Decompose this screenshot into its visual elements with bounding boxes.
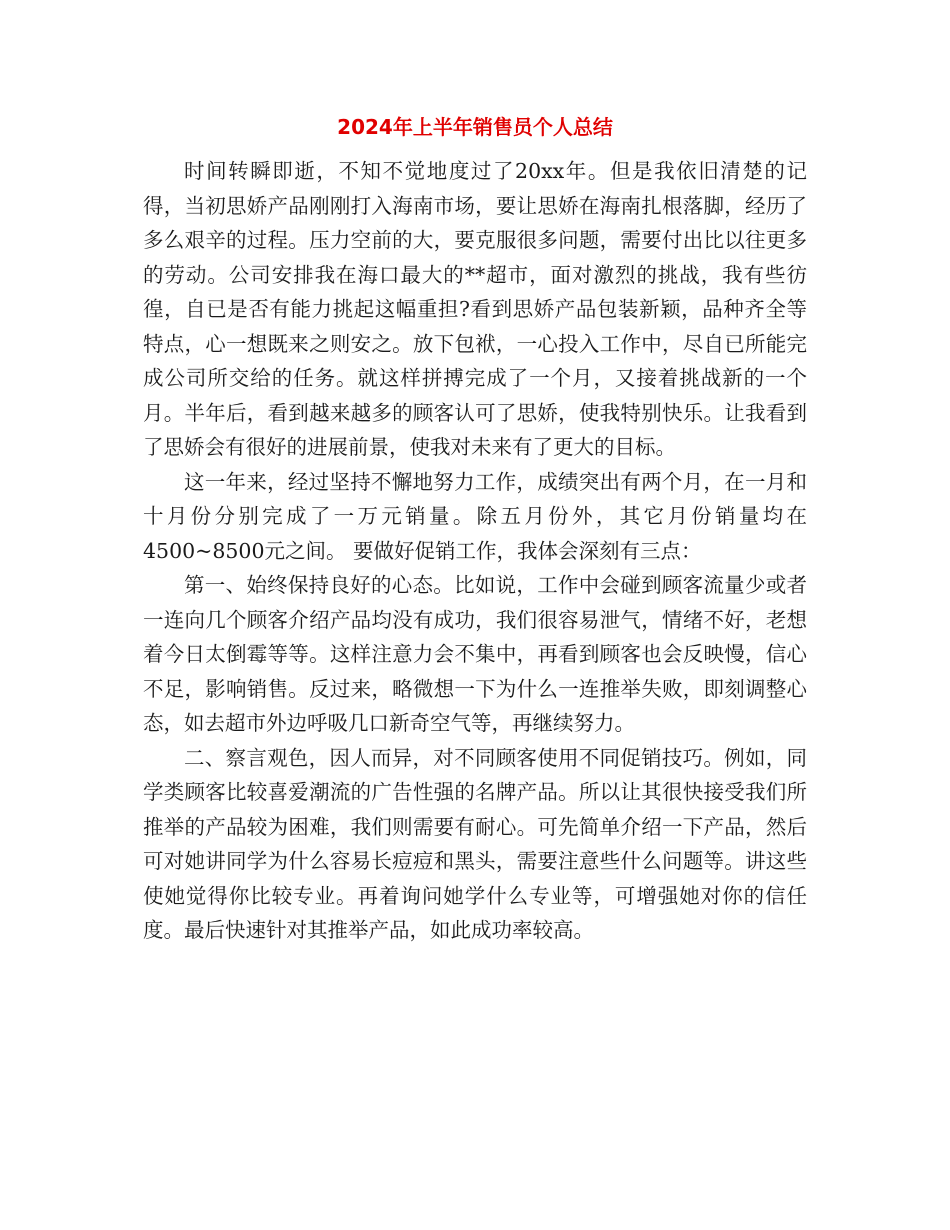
paragraph-4: 二、察言观色，因人而异，对不同顾客使用不同促销技巧。例如，同学类顾客比较喜爱潮流的广告性强的名牌产品。所以让其很快接受我们所推举的产品较为困难，我们则需要有耐心。可先简单介绍一下产品，然后可对她讲同学为什么容易长痘痘和黑头，需要注意些什么问题等。讲这些使她觉得你比较专业。再着询问她学什么专业等，可增强她对你的信任度。最后快速针对其推举产品，如此成功率较高。 [143, 745, 807, 942]
document-title: 2024年上半年销售员个人总结 [337, 115, 613, 139]
paragraph-2: 这一年来，经过坚持不懈地努力工作，成绩突出有两个月，在一月和十月份分别完成了一万元销量。除五月份外，其它月份销量均在4500~8500元之间。 要做好促销工作，我体会深刻有三点： [143, 469, 807, 563]
paragraph-3: 第一、始终保持良好的心态。比如说，工作中会碰到顾客流量少或者一连向几个顾客介绍产品均没有成功，我们很容易泄气，情绪不好，老想着今日太倒霉等等。这样注意力会不集中，再看到顾客也会反映慢，信心不足，影响销售。反过来，略微想一下为什么一连推举失败，即刻调整心态，如去超市外边呼吸几口新奇空气等，再继续努力。 [143, 573, 807, 735]
paragraph-1: 时间转瞬即逝，不知不觉地度过了20xx年。但是我依旧清楚的记得，当初思娇产品刚刚打入海南市场，要让思娇在海南扎根落脚，经历了多么艰辛的过程。压力空前的大，要克服很多问题，需要付出比以往更多的劳动。公司安排我在海口最大的**超市，面对激烈的挑战，我有些彷徨，自已是否有能力挑起这幅重担?看到思娇产品包装新颖，品种齐全等特点，心一想既来之则安之。放下包袱，一心投入工作中，尽自已所能完成公司所交给的任务。就这样拼搏完成了一个月，又接着挑战新的一个月。半年后，看到越来越多的顾客认可了思娇，使我特别快乐。让我看到了思娇会有很好的进展前景，使我对未来有了更大的目标。 [143, 159, 807, 459]
document-body [143, 154, 807, 948]
